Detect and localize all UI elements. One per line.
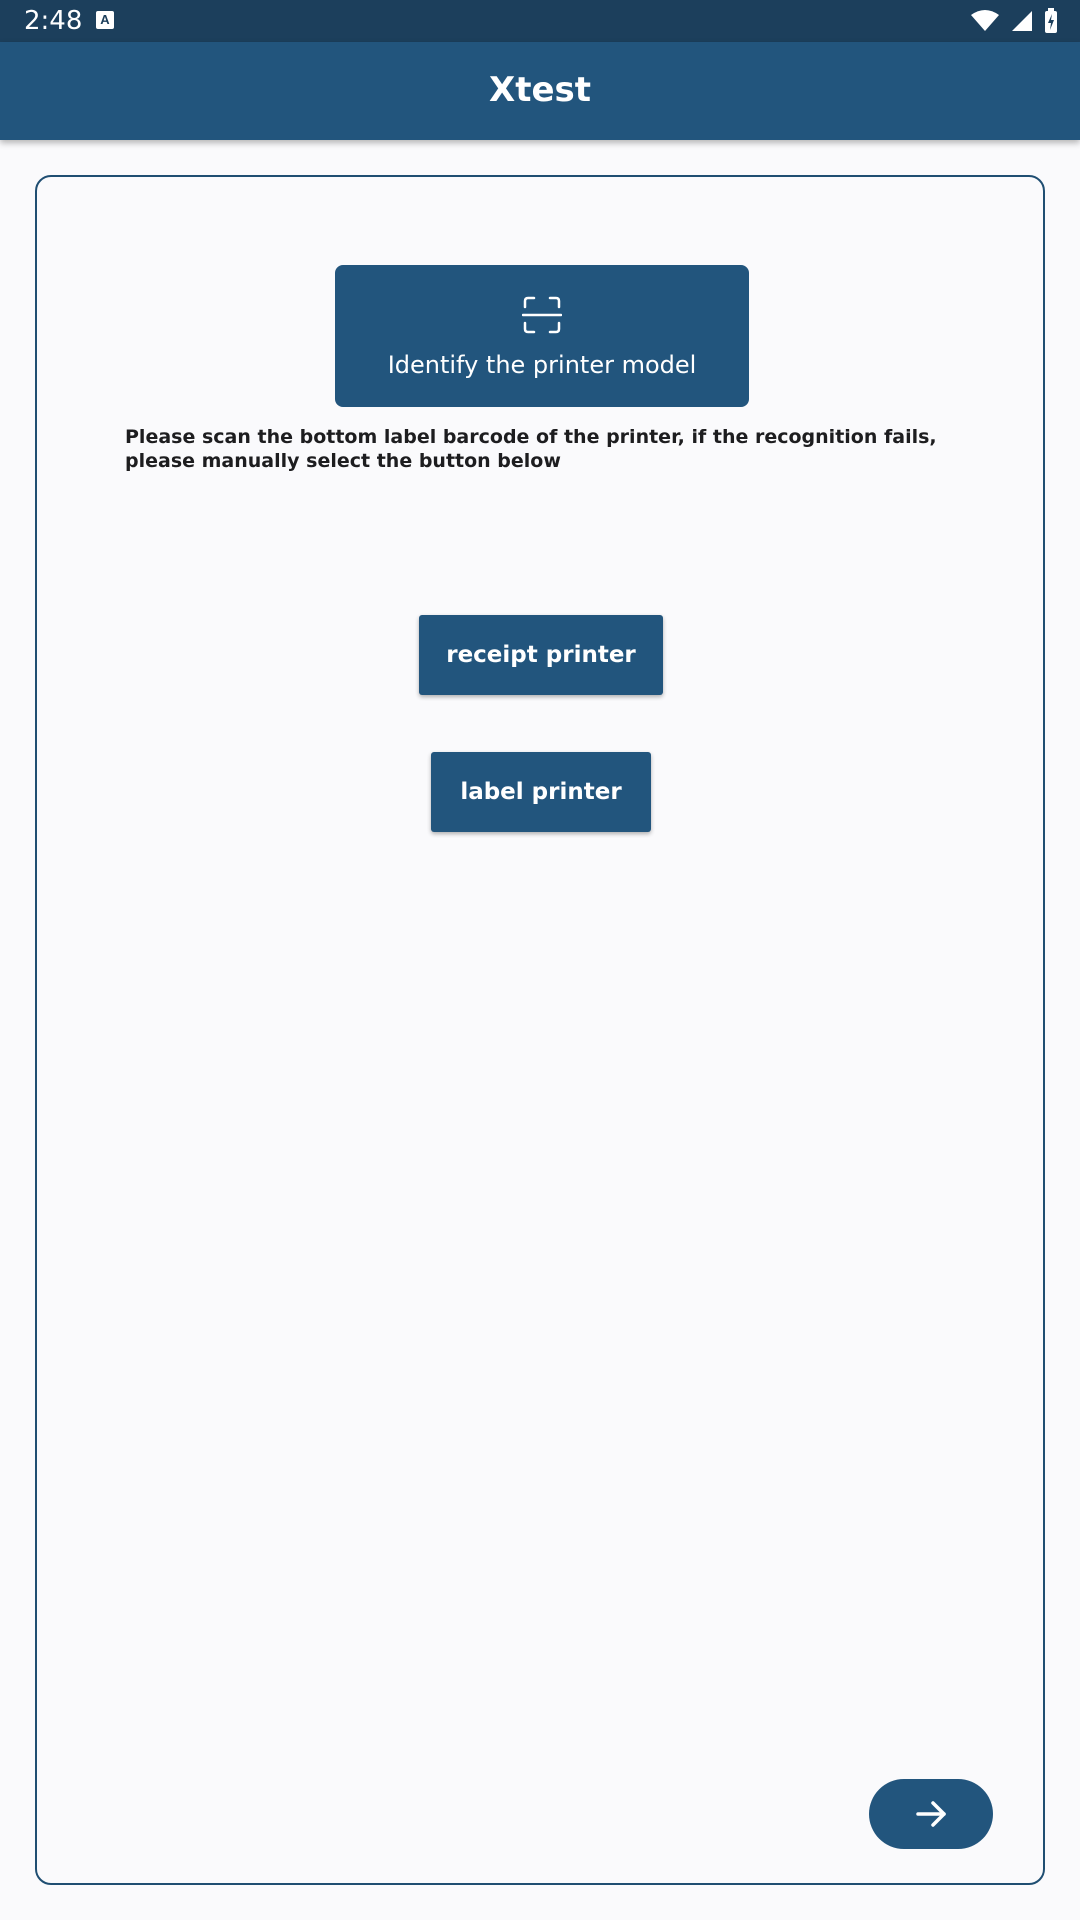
app-bar: [0, 42, 1080, 140]
next-button[interactable]: [869, 1779, 993, 1849]
identify-button-label: Identify the printer model: [387, 351, 697, 379]
signal-icon: [1010, 9, 1034, 33]
wifi-icon: [970, 9, 1000, 33]
status-icons: [970, 8, 1058, 34]
notification-a-icon: A: [96, 11, 114, 29]
app-title: Xtest: [488, 70, 592, 110]
status-bar: [0, 0, 1080, 42]
identify-printer-model-button[interactable]: [335, 265, 749, 407]
label-printer-button[interactable]: label printer: [431, 752, 651, 832]
receipt-printer-button[interactable]: receipt printer: [419, 615, 663, 695]
printer-setup-card: [35, 175, 1045, 1885]
arrow-right-icon: [913, 1796, 949, 1832]
instruction-text: Please scan the bottom label barcode of the printer, if the recognition fails, please manually select the button below: [125, 426, 937, 472]
status-time: 2:48: [24, 6, 83, 36]
battery-charging-icon: [1044, 8, 1058, 34]
scan-icon: [522, 295, 562, 335]
